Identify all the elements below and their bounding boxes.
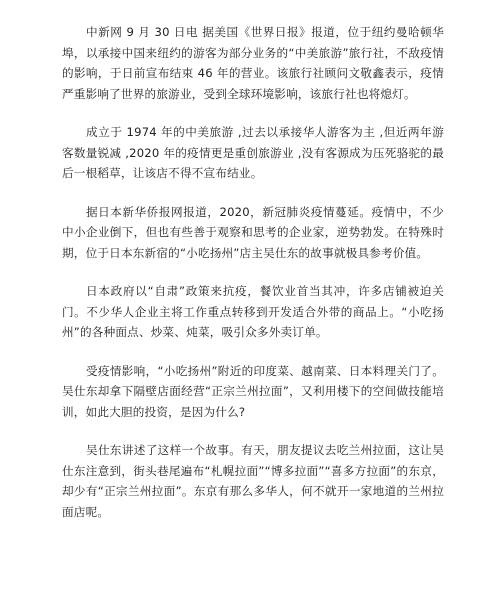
paragraph-4: 日本政府以“自肃”政策来抗疫，餐饮业首当其冲，许多店铺被迫关门。不少华人企业主将工作重点转移到开发适合外带的商品上。“小吃扬州”的各种面点、炒菜、炖菜，吸引众多外卖订单。 xyxy=(62,284,444,339)
paragraph-2: 成立于 1974 年的中美旅游 ,过去以承接华人游客为主 ,但近两年游客数量锐减 ,2020 年的疫情更是重创旅游业 ,没有客源成为压死骆驼的最后一根稻草，让该店不得不宣布结业。 xyxy=(62,125,444,180)
paragraph-1: 中新网 9 月 30 日电 据美国《世界日报》报道，位于纽约曼哈顿华埠，以承接中国来纽约的游客为部分业务的“中美旅游”旅行社，不敌疫情的影响，于日前宣布结束 46 年的营业。该旅行社顾问文敬鑫表示，疫情严重影响了世界的旅游业，受到全球环境影响，该旅行社也将熄灯。 xyxy=(62,25,444,101)
paragraph-5: 受疫情影响，“小吃扬州”附近的印度菜、越南菜、日本料理关门了。吴仕东却拿下隔壁店面经营“正宗兰州拉面”，又利用楼下的空间做技能培训，如此大胆的投资，是因为什么? xyxy=(62,363,444,419)
paragraph-3: 据日本新华侨报网报道，2020，新冠肺炎疫情蔓延。疫情中，不少中小企业倒下，但也有些善于观察和思考的企业家，逆势勃发。在特殊时期，位于日本东新宿的“小吃扬州”店主吴仕东的故事就极具参考价值。 xyxy=(62,204,444,260)
paragraph-6: 吴仕东讲述了这样一个故事。有天，朋友提议去吃兰州拉面，这让吴仕东注意到，街头巷尾遍布“札幌拉面”“博多拉面”“喜多方拉面”的东京，却少有“正宗兰州拉面”。东京有那么多华人，何不就开一家地道的兰州拉面店呢。 xyxy=(62,443,444,519)
